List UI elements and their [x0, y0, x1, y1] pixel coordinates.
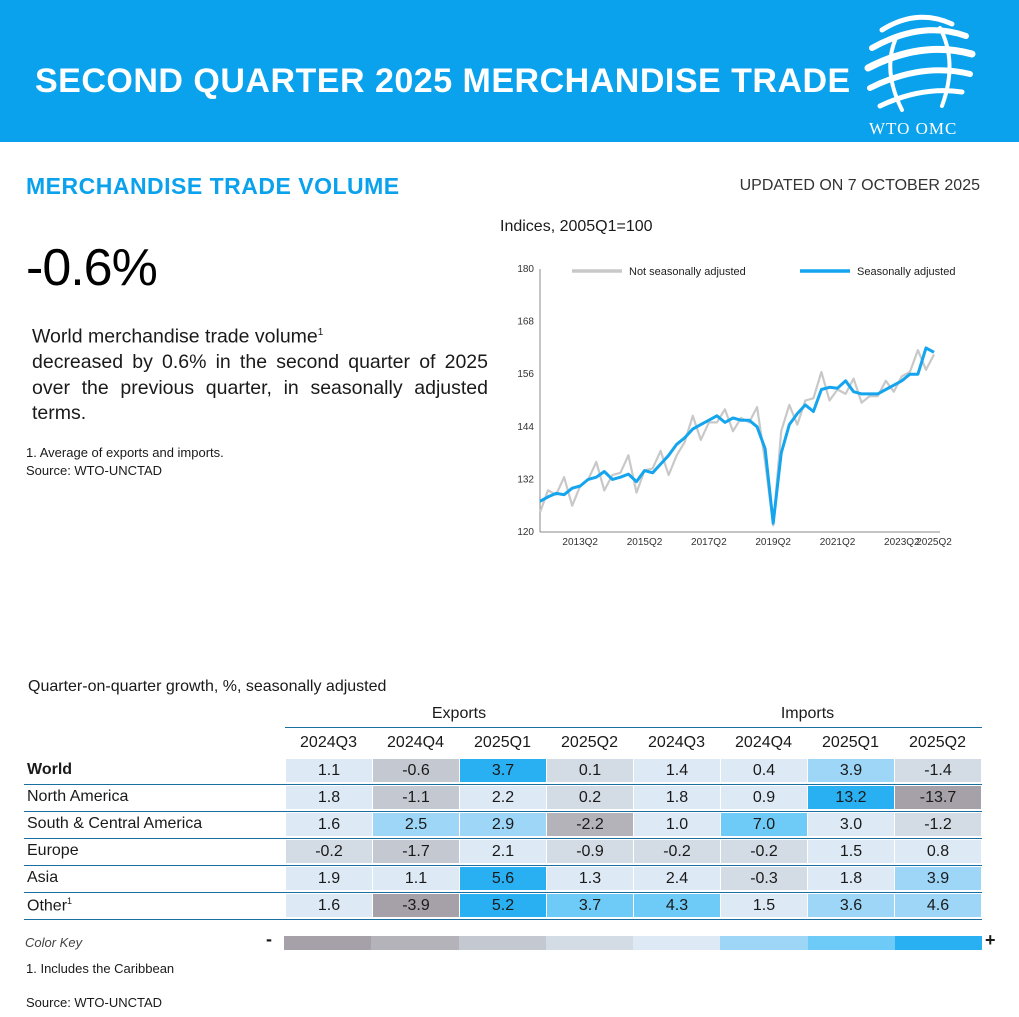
table-cell: 0.1 — [547, 759, 633, 782]
table-cell: -1.7 — [373, 840, 459, 863]
chart-subtitle: Indices, 2005Q1=100 — [500, 218, 653, 235]
quarter-header: 2025Q1 — [822, 734, 879, 751]
table-cell: -2.2 — [547, 813, 633, 836]
series-line-sa — [540, 348, 934, 523]
group-header-exports: Exports — [431, 705, 487, 722]
row-label — [27, 815, 202, 833]
footnote-1: 1. Average of exports and imports. — [26, 445, 224, 460]
y-tick-label: 168 — [517, 316, 534, 328]
table-cell: -13.7 — [895, 786, 981, 809]
row-label-text: Other — [27, 897, 68, 915]
row-label — [27, 761, 72, 779]
table-cell: 3.7 — [547, 894, 633, 917]
x-tick-label: 2017Q2 — [691, 537, 727, 548]
quarter-header: 2025Q1 — [474, 734, 531, 751]
table-cell: 2.2 — [460, 786, 546, 809]
table-cell: -0.3 — [721, 867, 807, 890]
row-label-text: South & Central America — [27, 815, 203, 832]
table-cell: 1.9 — [286, 867, 372, 890]
x-tick-label: 2025Q2 — [916, 537, 952, 548]
table-cell: -1.2 — [895, 813, 981, 836]
summary-rest: decreased by 0.6% in the second quarter of 2025 over the previous quarter, in seasonally adjusted terms. — [32, 351, 488, 424]
source-2: Source: WTO-UNCTAD — [26, 995, 163, 1010]
legend-label: Seasonally adjusted — [857, 266, 956, 278]
summary-line1: World merchandise trade volume — [32, 325, 318, 348]
y-tick-label: 120 — [517, 527, 534, 538]
table-cell: 2.1 — [460, 840, 546, 863]
table-cell: 1.3 — [547, 867, 633, 890]
table-title: Quarter-on-quarter growth, %, seasonally adjusted — [28, 678, 387, 695]
table-row — [24, 811, 982, 839]
table-cell: -1.4 — [895, 759, 981, 782]
y-tick-label: 132 — [517, 474, 534, 486]
row-footnote-marker: 1 — [67, 896, 73, 906]
source-1: Source: WTO-UNCTAD — [26, 463, 163, 478]
summary-footnote-marker: 1 — [317, 327, 324, 338]
headline-summary — [32, 320, 488, 427]
table-cell: -0.2 — [634, 840, 720, 863]
color-key-swatch — [633, 936, 720, 950]
table-cell: 1.0 — [634, 813, 720, 836]
x-tick-label: 2019Q2 — [755, 537, 791, 548]
table-row — [24, 757, 982, 785]
color-key-plus: + — [985, 930, 996, 950]
table-row — [24, 784, 982, 812]
x-tick-label: 2013Q2 — [562, 537, 599, 548]
table-cell: 5.2 — [460, 894, 546, 917]
table-cell: 3.9 — [808, 759, 894, 782]
y-tick-label: 180 — [517, 264, 534, 275]
updated-date: UPDATED ON 7 OCTOBER 2025 — [739, 177, 980, 194]
color-key-swatch — [808, 936, 895, 950]
legend-label: Not seasonally adjusted — [629, 266, 746, 278]
table-cell: 1.4 — [634, 759, 720, 782]
row-label — [27, 896, 72, 915]
table-cell: 1.5 — [721, 894, 807, 917]
table-cell: 0.9 — [721, 786, 807, 809]
color-key-swatch — [895, 936, 982, 950]
table-cell: 3.7 — [460, 759, 546, 782]
section-title: MERCHANDISE TRADE VOLUME — [26, 173, 400, 199]
table-cell: 4.6 — [895, 894, 981, 917]
row-label — [27, 869, 58, 887]
table-cell: 1.1 — [373, 867, 459, 890]
quarter-header: 2024Q4 — [387, 734, 444, 751]
trade-volume-chart — [494, 255, 984, 555]
table-cell: 13.2 — [808, 786, 894, 809]
color-key-swatch — [720, 936, 807, 950]
x-tick-label: 2021Q2 — [819, 537, 856, 548]
quarter-header: 2024Q3 — [648, 734, 705, 751]
table-cell: -0.9 — [547, 840, 633, 863]
table-cell: 4.3 — [634, 894, 720, 917]
color-key-swatch — [284, 936, 371, 950]
x-tick-label: 2023Q2 — [884, 537, 920, 548]
table-cell: 1.6 — [286, 894, 372, 917]
row-label-text: Europe — [27, 842, 79, 859]
quarter-header: 2025Q2 — [561, 734, 618, 751]
series-line-nsa — [540, 350, 934, 525]
color-key-label: Color Key — [25, 935, 83, 950]
table-cell: -0.2 — [721, 840, 807, 863]
footnote-caribbean: 1. Includes the Caribbean — [26, 961, 175, 976]
table-row — [24, 838, 982, 866]
x-tick-label: 2015Q2 — [626, 537, 663, 548]
table-cell: 1.5 — [808, 840, 894, 863]
row-label-text: Asia — [27, 869, 59, 886]
table-cell: 0.8 — [895, 840, 981, 863]
table-row — [24, 865, 982, 893]
row-label — [27, 842, 79, 860]
table-row — [24, 892, 982, 920]
quarter-header: 2025Q2 — [909, 734, 966, 751]
y-tick-label: 144 — [517, 421, 534, 433]
table-cell: 0.2 — [547, 786, 633, 809]
color-key-swatch — [546, 936, 633, 950]
color-key-swatch — [371, 936, 458, 950]
table-cell: 7.0 — [721, 813, 807, 836]
page-title: SECOND QUARTER 2025 MERCHANDISE TRADE — [35, 62, 851, 100]
header-banner — [0, 0, 1019, 142]
table-cell: 5.6 — [460, 867, 546, 890]
quarter-header: 2024Q3 — [300, 734, 357, 751]
color-key-minus: - — [266, 929, 272, 949]
table-cell: 1.1 — [286, 759, 372, 782]
quarter-header: 2024Q4 — [735, 734, 792, 751]
row-label-text: World — [27, 761, 73, 778]
table-cell: -1.1 — [373, 786, 459, 809]
group-header-imports: Imports — [780, 705, 835, 722]
table-cell: -0.2 — [286, 840, 372, 863]
headline-value: -0.6% — [26, 239, 157, 297]
group-header-rule — [285, 727, 982, 728]
table-cell: 3.6 — [808, 894, 894, 917]
table-cell: 3.9 — [895, 867, 981, 890]
table-cell: 3.0 — [808, 813, 894, 836]
table-cell: 1.8 — [634, 786, 720, 809]
table-cell: 1.6 — [286, 813, 372, 836]
row-label — [27, 788, 128, 806]
logo-text: WTO OMC — [869, 119, 958, 138]
table-cell: 2.5 — [373, 813, 459, 836]
color-key-bar — [284, 936, 982, 950]
y-tick-label: 156 — [517, 369, 534, 381]
table-cell: 2.4 — [634, 867, 720, 890]
table-cell: 0.4 — [721, 759, 807, 782]
table-cell: 1.8 — [286, 786, 372, 809]
table-cell: -3.9 — [373, 894, 459, 917]
table-cell: -0.6 — [373, 759, 459, 782]
table-cell: 2.9 — [460, 813, 546, 836]
color-key-swatch — [459, 936, 546, 950]
table-cell: 1.8 — [808, 867, 894, 890]
row-label-text: North America — [27, 788, 129, 805]
